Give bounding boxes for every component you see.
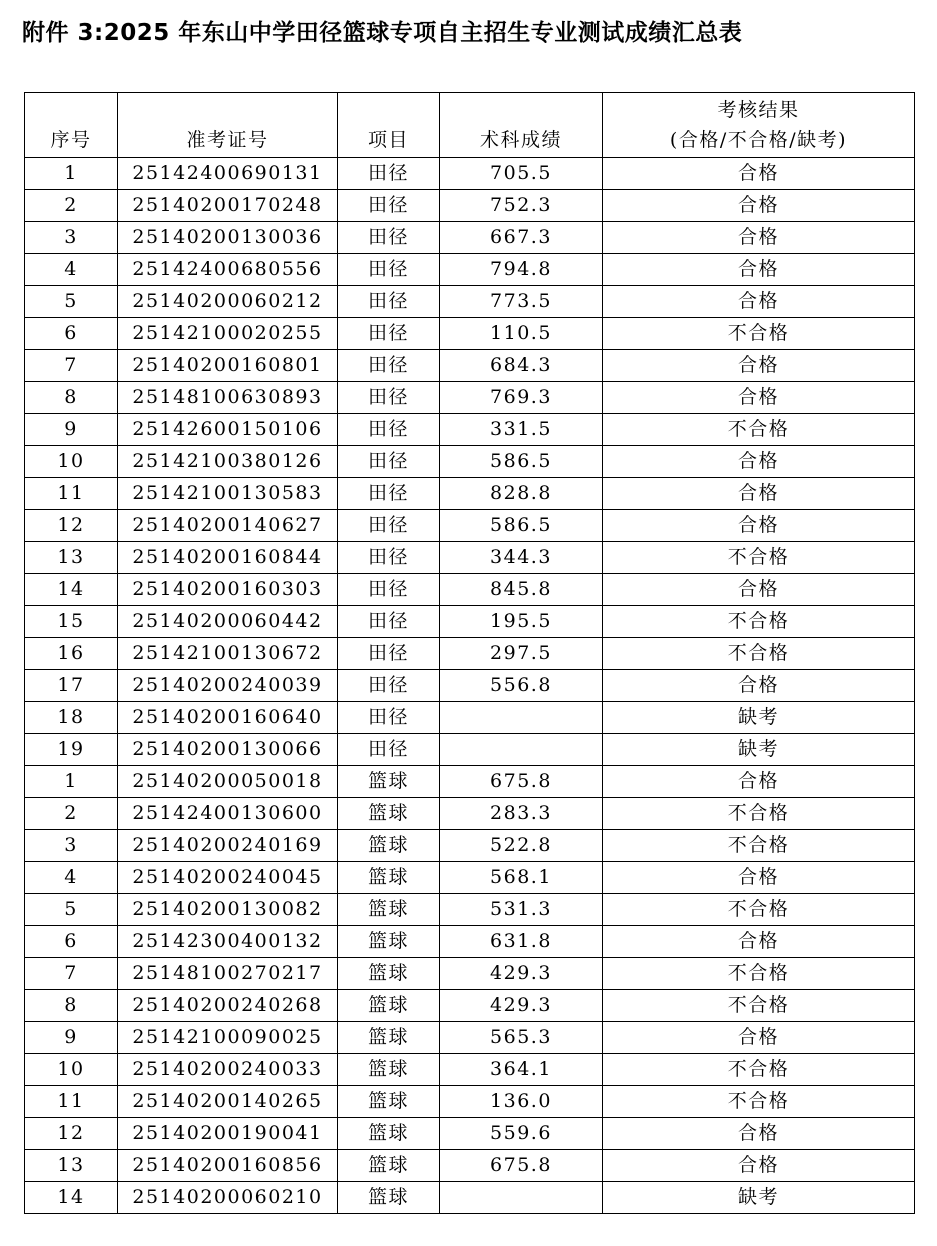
cell-result: 合格 [603, 350, 915, 382]
header-exam-id: 准考证号 [118, 93, 338, 158]
cell-item: 田径 [338, 286, 440, 318]
table-row [25, 734, 915, 766]
cell-item: 篮球 [338, 1182, 440, 1214]
cell-result: 合格 [603, 222, 915, 254]
cell-result: 缺考 [603, 734, 915, 766]
table-row [25, 1086, 915, 1118]
cell-score: 586.5 [440, 446, 603, 478]
table-row [25, 702, 915, 734]
cell-score: 675.8 [440, 766, 603, 798]
cell-exam-id: 25142100020255 [118, 318, 338, 350]
cell-item: 田径 [338, 670, 440, 702]
cell-item: 篮球 [338, 1118, 440, 1150]
table-row [25, 798, 915, 830]
table-row [25, 190, 915, 222]
cell-result: 不合格 [603, 798, 915, 830]
header-seq: 序号 [25, 93, 118, 158]
cell-score: 752.3 [440, 190, 603, 222]
cell-seq: 4 [25, 254, 118, 286]
cell-result: 合格 [603, 382, 915, 414]
cell-seq: 8 [25, 382, 118, 414]
cell-seq: 2 [25, 190, 118, 222]
cell-exam-id: 25140200130082 [118, 894, 338, 926]
cell-exam-id: 25140200050018 [118, 766, 338, 798]
cell-result: 不合格 [603, 1054, 915, 1086]
page-title: 附件 3:2025 年东山中学田径篮球专项自主招生专业测试成绩汇总表 [22, 20, 743, 46]
cell-score: 283.3 [440, 798, 603, 830]
cell-result: 合格 [603, 1150, 915, 1182]
cell-result: 不合格 [603, 830, 915, 862]
cell-item: 田径 [338, 606, 440, 638]
cell-result: 合格 [603, 254, 915, 286]
cell-seq: 12 [25, 510, 118, 542]
cell-item: 篮球 [338, 894, 440, 926]
cell-item: 篮球 [338, 990, 440, 1022]
cell-item: 田径 [338, 190, 440, 222]
cell-score: 136.0 [440, 1086, 603, 1118]
table-row [25, 286, 915, 318]
cell-seq: 1 [25, 158, 118, 190]
cell-seq: 14 [25, 1182, 118, 1214]
cell-item: 田径 [338, 734, 440, 766]
cell-seq: 11 [25, 1086, 118, 1118]
cell-seq: 18 [25, 702, 118, 734]
table-row [25, 414, 915, 446]
cell-score [440, 1182, 603, 1214]
cell-result: 不合格 [603, 990, 915, 1022]
cell-exam-id: 25140200160303 [118, 574, 338, 606]
table-header [25, 93, 915, 158]
cell-exam-id: 25140200160856 [118, 1150, 338, 1182]
cell-item: 田径 [338, 222, 440, 254]
cell-seq: 10 [25, 446, 118, 478]
cell-result: 合格 [603, 766, 915, 798]
table-row [25, 1118, 915, 1150]
cell-exam-id: 25140200240039 [118, 670, 338, 702]
cell-seq: 4 [25, 862, 118, 894]
table-row [25, 382, 915, 414]
cell-item: 田径 [338, 638, 440, 670]
cell-item: 篮球 [338, 798, 440, 830]
table-row [25, 542, 915, 574]
cell-exam-id: 25140200060210 [118, 1182, 338, 1214]
cell-exam-id: 25140200130036 [118, 222, 338, 254]
cell-result: 不合格 [603, 958, 915, 990]
cell-seq: 1 [25, 766, 118, 798]
cell-exam-id: 25142300400132 [118, 926, 338, 958]
cell-result: 合格 [603, 158, 915, 190]
cell-seq: 2 [25, 798, 118, 830]
header-row [25, 93, 915, 158]
table-row [25, 1182, 915, 1214]
cell-exam-id: 25148100270217 [118, 958, 338, 990]
cell-item: 田径 [338, 350, 440, 382]
cell-result: 合格 [603, 286, 915, 318]
cell-item: 田径 [338, 414, 440, 446]
cell-score [440, 734, 603, 766]
cell-seq: 10 [25, 1054, 118, 1086]
table-row [25, 574, 915, 606]
cell-exam-id: 25140200060442 [118, 606, 338, 638]
cell-item: 篮球 [338, 1150, 440, 1182]
table-row [25, 894, 915, 926]
cell-score: 705.5 [440, 158, 603, 190]
table-row [25, 670, 915, 702]
table-row [25, 446, 915, 478]
cell-item: 篮球 [338, 926, 440, 958]
cell-score: 675.8 [440, 1150, 603, 1182]
table-body [25, 158, 915, 1214]
cell-exam-id: 25140200190041 [118, 1118, 338, 1150]
cell-score: 429.3 [440, 958, 603, 990]
cell-score: 568.1 [440, 862, 603, 894]
cell-seq: 6 [25, 318, 118, 350]
cell-seq: 6 [25, 926, 118, 958]
cell-item: 田径 [338, 542, 440, 574]
cell-result: 合格 [603, 1118, 915, 1150]
cell-exam-id: 25148100630893 [118, 382, 338, 414]
cell-seq: 15 [25, 606, 118, 638]
cell-item: 篮球 [338, 1086, 440, 1118]
table-row [25, 862, 915, 894]
header-score: 术科成绩 [440, 93, 603, 158]
table-row [25, 1054, 915, 1086]
cell-result: 不合格 [603, 318, 915, 350]
cell-result: 不合格 [603, 894, 915, 926]
cell-score: 845.8 [440, 574, 603, 606]
table-row [25, 638, 915, 670]
cell-seq: 14 [25, 574, 118, 606]
header-result-title: 考核结果 [717, 99, 800, 121]
cell-seq: 11 [25, 478, 118, 510]
cell-result: 合格 [603, 510, 915, 542]
table-row [25, 830, 915, 862]
cell-item: 田径 [338, 158, 440, 190]
cell-item: 田径 [338, 254, 440, 286]
cell-item: 篮球 [338, 1022, 440, 1054]
cell-exam-id: 25142100130583 [118, 478, 338, 510]
cell-item: 篮球 [338, 830, 440, 862]
cell-exam-id: 25140200130066 [118, 734, 338, 766]
cell-item: 田径 [338, 446, 440, 478]
cell-exam-id: 25140200160844 [118, 542, 338, 574]
cell-exam-id: 25142100130672 [118, 638, 338, 670]
cell-exam-id: 25142400680556 [118, 254, 338, 286]
cell-item: 篮球 [338, 958, 440, 990]
cell-score: 828.8 [440, 478, 603, 510]
cell-score: 531.3 [440, 894, 603, 926]
header-item: 项目 [338, 93, 440, 158]
cell-seq: 3 [25, 222, 118, 254]
cell-result: 缺考 [603, 702, 915, 734]
cell-result: 不合格 [603, 1086, 915, 1118]
cell-item: 田径 [338, 478, 440, 510]
cell-score: 297.5 [440, 638, 603, 670]
cell-seq: 13 [25, 542, 118, 574]
cell-score [440, 702, 603, 734]
cell-result: 不合格 [603, 542, 915, 574]
cell-score: 195.5 [440, 606, 603, 638]
cell-seq: 5 [25, 894, 118, 926]
cell-exam-id: 25140200240033 [118, 1054, 338, 1086]
table-row [25, 606, 915, 638]
cell-exam-id: 25140200060212 [118, 286, 338, 318]
cell-seq: 13 [25, 1150, 118, 1182]
table-row [25, 350, 915, 382]
cell-exam-id: 25140200140627 [118, 510, 338, 542]
results-table [24, 92, 915, 1214]
cell-result: 合格 [603, 190, 915, 222]
table-row [25, 1022, 915, 1054]
cell-seq: 9 [25, 1022, 118, 1054]
cell-item: 篮球 [338, 766, 440, 798]
cell-result: 合格 [603, 926, 915, 958]
cell-result: 合格 [603, 670, 915, 702]
table-row [25, 926, 915, 958]
cell-exam-id: 25140200240169 [118, 830, 338, 862]
cell-seq: 5 [25, 286, 118, 318]
cell-exam-id: 25142600150106 [118, 414, 338, 446]
cell-seq: 19 [25, 734, 118, 766]
table-row [25, 222, 915, 254]
cell-seq: 7 [25, 350, 118, 382]
cell-seq: 9 [25, 414, 118, 446]
cell-exam-id: 25140200240268 [118, 990, 338, 1022]
cell-score: 110.5 [440, 318, 603, 350]
cell-result: 不合格 [603, 606, 915, 638]
cell-exam-id: 25140200160640 [118, 702, 338, 734]
cell-seq: 3 [25, 830, 118, 862]
cell-exam-id: 25142400690131 [118, 158, 338, 190]
table-row [25, 158, 915, 190]
cell-exam-id: 25140200160801 [118, 350, 338, 382]
cell-item: 田径 [338, 510, 440, 542]
cell-item: 田径 [338, 382, 440, 414]
cell-score: 429.3 [440, 990, 603, 1022]
table-row [25, 254, 915, 286]
cell-item: 篮球 [338, 862, 440, 894]
cell-score: 794.8 [440, 254, 603, 286]
cell-score: 769.3 [440, 382, 603, 414]
cell-score: 556.8 [440, 670, 603, 702]
cell-score: 667.3 [440, 222, 603, 254]
cell-result: 合格 [603, 574, 915, 606]
cell-result: 缺考 [603, 1182, 915, 1214]
cell-item: 篮球 [338, 1054, 440, 1086]
cell-result: 不合格 [603, 414, 915, 446]
cell-score: 331.5 [440, 414, 603, 446]
table-row [25, 318, 915, 350]
cell-score: 586.5 [440, 510, 603, 542]
cell-score: 631.8 [440, 926, 603, 958]
cell-seq: 17 [25, 670, 118, 702]
header-result [603, 93, 915, 158]
cell-result: 合格 [603, 1022, 915, 1054]
cell-item: 田径 [338, 574, 440, 606]
cell-item: 田径 [338, 318, 440, 350]
cell-score: 773.5 [440, 286, 603, 318]
cell-result: 合格 [603, 478, 915, 510]
cell-result: 不合格 [603, 638, 915, 670]
table-row [25, 510, 915, 542]
table-row [25, 958, 915, 990]
cell-seq: 16 [25, 638, 118, 670]
table-row [25, 766, 915, 798]
cell-seq: 8 [25, 990, 118, 1022]
table-row [25, 1150, 915, 1182]
table-row [25, 990, 915, 1022]
cell-score: 565.3 [440, 1022, 603, 1054]
cell-item: 田径 [338, 702, 440, 734]
cell-exam-id: 25140200140265 [118, 1086, 338, 1118]
cell-exam-id: 25142400130600 [118, 798, 338, 830]
cell-exam-id: 25142100380126 [118, 446, 338, 478]
cell-exam-id: 25140200170248 [118, 190, 338, 222]
cell-exam-id: 25142100090025 [118, 1022, 338, 1054]
table-row [25, 478, 915, 510]
cell-seq: 7 [25, 958, 118, 990]
cell-seq: 12 [25, 1118, 118, 1150]
cell-score: 559.6 [440, 1118, 603, 1150]
cell-score: 364.1 [440, 1054, 603, 1086]
cell-score: 684.3 [440, 350, 603, 382]
cell-result: 合格 [603, 862, 915, 894]
cell-score: 344.3 [440, 542, 603, 574]
cell-exam-id: 25140200240045 [118, 862, 338, 894]
cell-score: 522.8 [440, 830, 603, 862]
header-result-options: (合格/不合格/缺考) [669, 129, 848, 151]
cell-result: 合格 [603, 446, 915, 478]
